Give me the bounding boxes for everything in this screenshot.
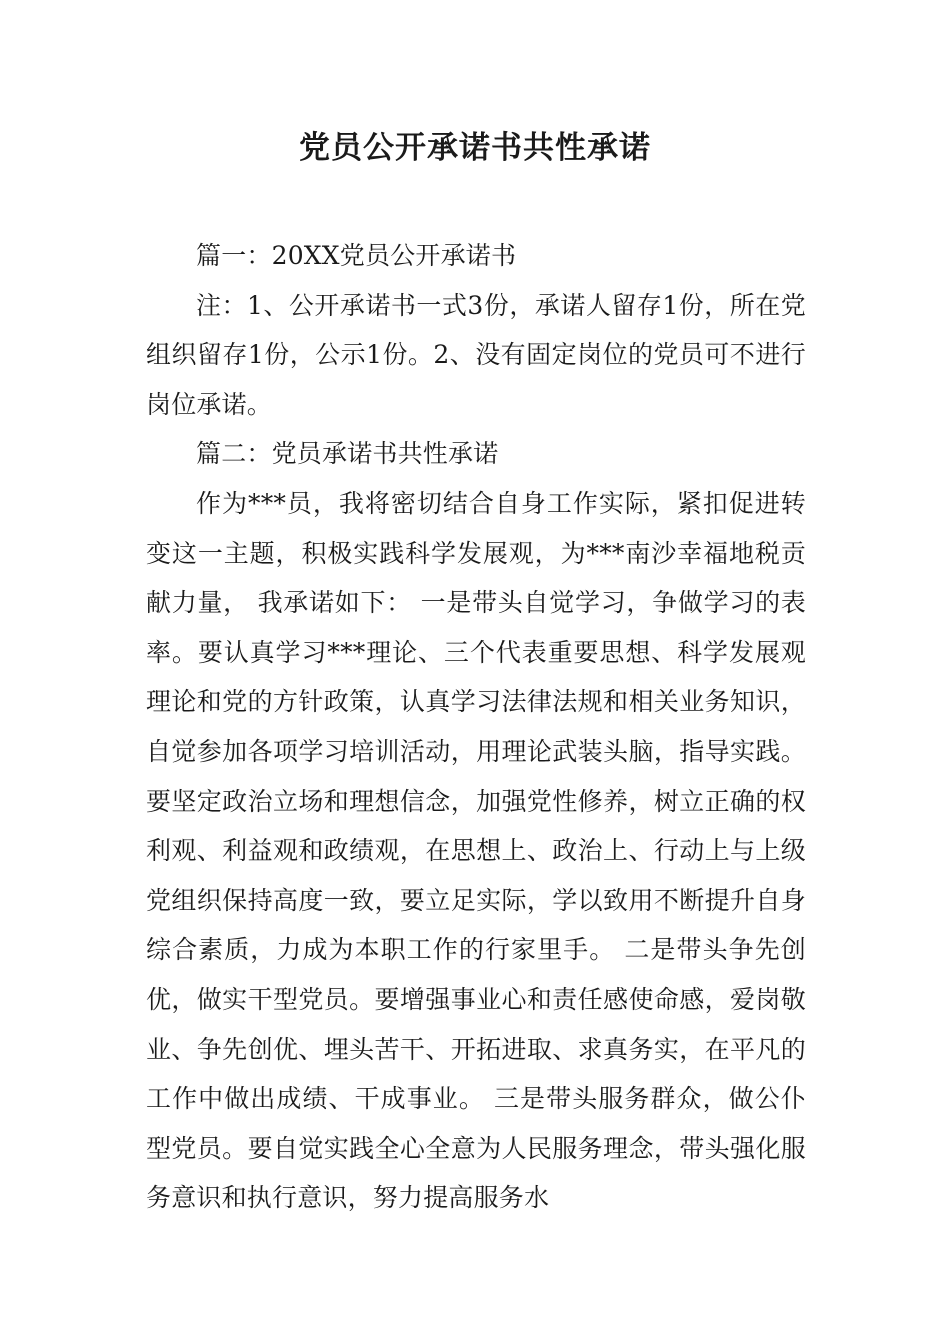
paragraph-commitment-text: 作为***员，我将密切结合自身工作实际，紧扣促进转变这一主题，积极实践科学发展观，为***南沙幸福地税贡献力量， 我承诺如下： 一是带头自觉学习，争做学习的表率。要认真学习***理论、三个代表重要思想、科学发展观理论和党的方针政策，认真学习法律法规和相关业务知识，自觉参加各项学习培训活动，用理论武装头脑，指导实践。要坚定政治立场和理想信念，加强党性修养，树立正确的权利观、利益观和政绩观，在思想上、政治上、行动上与上级党组织保持高度一致，要立足实际，学以致用不断提升自身综合素质，力成为本职工作的行家里手。 二是带头争先创优，做实干型党员。要增强事业心和责任感使命感，爱岗敬业、争先创优、埋头苦干、开拓进取、求真务实，在平凡的工作中做出成绩、干成事业。 三是带头服务群众，做公仆型党员。要自觉实践全心全意为人民服务理念，带头强化服务意识和执行意识，努力提高服务水 (146, 488, 806, 1213)
paragraph-section-one-heading: 篇一：20XX党员公开承诺书 (196, 241, 517, 270)
document-title: 党员公开承诺书共性承诺 (299, 130, 651, 166)
paragraph-section-two-heading: 篇二：党员承诺书共性承诺 (196, 439, 499, 469)
paragraph-note: 注：1、公开承诺书一式3份，承诺人留存1份，所在党组织留存1份，公示1份。2、没有固定岗位的党员可不进行岗位承诺。 (146, 290, 806, 419)
document-body (146, 231, 806, 1223)
